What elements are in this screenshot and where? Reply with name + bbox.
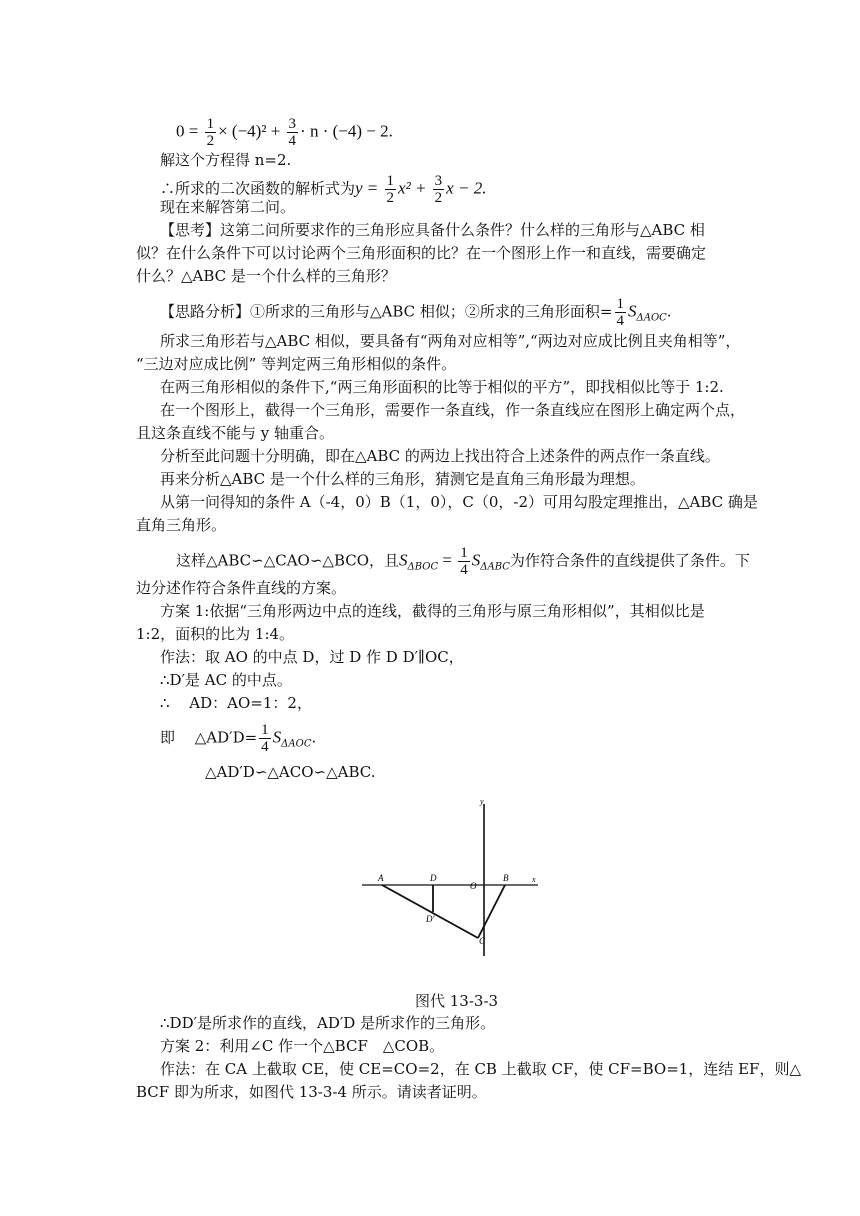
label-C: C (479, 936, 486, 946)
eq-text: x² + (398, 178, 431, 198)
text-line: 作法：在 CA 上截取 CE，使 CE=CO=2，在 CB 上截取 CF，使 CF=BO=1，连结 EF，则△ (160, 1060, 801, 1078)
label-O: O (470, 881, 477, 891)
subscript: ΔAOC (281, 738, 312, 750)
subscript: ΔABC (480, 561, 510, 573)
text-line: 边分述作符合条件直线的方案。 (136, 579, 347, 597)
fraction (458, 545, 470, 578)
text-line: 什么？△ABC 是一个什么样的三角形？ (136, 267, 396, 285)
label-A: A (378, 873, 384, 883)
eq-text: S (628, 301, 637, 321)
line-text: 【思路分析】①所求的三角形与△ABC 相似；②所求的三角形面积= (160, 302, 613, 321)
eq-text: · n · (−4) − 2. (300, 121, 393, 141)
segment-AC (382, 885, 478, 938)
text-line: 似？在什么条件下可以讨论两个三角形面积的比？在一个图形上作一和直线，需要确定 (136, 244, 707, 262)
text-line: BCF 即为所求，如图代 13-3-4 所示。请读者证明。 (136, 1083, 487, 1101)
subscript: ΔAOC (636, 312, 667, 324)
label-Dp: D′ (426, 914, 435, 924)
text-line: 直角三角形。 (136, 516, 227, 534)
text-line: 从第一问得知的条件 A（-4，0）B（1，0），C（0，-2）可用勾股定理推出，△ABC 确是 (160, 493, 758, 511)
numerator: 3 (434, 173, 443, 189)
numerator: 3 (288, 116, 297, 132)
line-text: . (666, 302, 672, 321)
text-line: 且这条直线不能与 y 轴重合。 (136, 424, 335, 442)
eq-text: = (438, 550, 457, 570)
text-line: 所求三角形若与△ABC 相似，要具备有“两角对应相等”,“两边对应成比例且夹角相等”， (160, 332, 741, 350)
numerator: 1 (616, 296, 624, 312)
fraction (615, 296, 627, 329)
analysis-line (160, 296, 760, 329)
eq-text: S (272, 727, 282, 747)
label-y: y (480, 797, 484, 806)
text-line: 解这个方程得 n=2. (160, 151, 292, 169)
figure-caption: 图代 13-3-3 (415, 992, 499, 1010)
eq-text: x − 2. (446, 178, 487, 198)
fraction (287, 116, 299, 149)
label-B: B (503, 873, 509, 883)
segment-BC (478, 885, 505, 938)
denominator: 2 (206, 133, 215, 149)
ji-line (160, 722, 760, 755)
denominator: 2 (386, 190, 395, 206)
fraction (205, 116, 217, 149)
text-line: 方案 1:依据“三角形两边中点的连线，截得的三角形与原三角形相似”，其相似比是 (160, 602, 705, 620)
text-line: △AD′D∽△ACO∽△ABC. (205, 763, 376, 781)
line-text: . (311, 728, 317, 747)
equation-line (176, 116, 776, 149)
numerator: 1 (386, 173, 395, 189)
geometry-figure (360, 796, 550, 956)
text-line: 【思考】这第二问所要求作的三角形应具备什么条件？什么样的三角形与△ABC 相 (160, 221, 705, 239)
text-line: 在两三角形相似的条件下,“两三角形面积的比等于相似的平方”，即找相似比等于 1:2. (160, 378, 724, 396)
line-text: 这样△ABC∽△CAO∽△BCO，且 (176, 551, 400, 570)
line-text: 为作符合条件的直线提供了条件。下 (509, 551, 750, 570)
eq-text: S (471, 550, 481, 570)
text-line: 在一个图形上，截得一个三角形，需要作一条直线，作一条直线应在图形上确定两个点， (160, 401, 746, 419)
text-line: ∴ AD：AO=1：2， (160, 694, 312, 712)
text-line: ∴D′是 AC 的中点。 (160, 671, 292, 689)
line-text: 即 △AD′D= (160, 728, 258, 747)
denominator: 4 (616, 313, 624, 329)
text-line: 分析至此问题十分明确，即在△ABC 的两边上找出符合上述条件的两点作一条直线。 (160, 447, 720, 465)
numerator: 1 (460, 545, 468, 561)
text-line: 再来分析△ABC 是一个什么样的三角形，猜测它是直角三角形最为理想。 (160, 470, 645, 488)
eq-text: y = (355, 178, 383, 198)
numerator: 1 (206, 116, 215, 132)
denominator: 4 (288, 133, 297, 149)
text-line: “三边对应成比例” 等判定两三角形相似的条件。 (136, 355, 457, 373)
line-text: ∴所求的二次函数的解析式为 (160, 179, 356, 198)
label-x: x (532, 875, 536, 884)
denominator: 4 (460, 562, 468, 578)
text-line: 方案 2：利用∠C 作一个△BCF △COB。 (160, 1037, 445, 1055)
so-line (176, 545, 776, 578)
denominator: 2 (434, 190, 443, 206)
numerator: 1 (261, 722, 269, 738)
eq-text: × (−4)² + (218, 121, 285, 141)
label-D: D (430, 873, 437, 883)
text-line: 作法：取 AO 的中点 D，过 D 作 D D′∥OC， (160, 648, 464, 666)
fraction (259, 722, 271, 755)
text-line: ∴DD′是所求作的直线，AD′D 是所求作的三角形。 (160, 1014, 496, 1032)
text-line: 1:2，面积的比为 1:4。 (136, 625, 295, 643)
denominator: 4 (261, 739, 269, 755)
eq-text: S (399, 550, 408, 570)
text-line: 现在来解答第二问。 (160, 198, 296, 216)
eq-text: 0 = (176, 121, 203, 141)
subscript: ΔBOC (407, 561, 439, 573)
